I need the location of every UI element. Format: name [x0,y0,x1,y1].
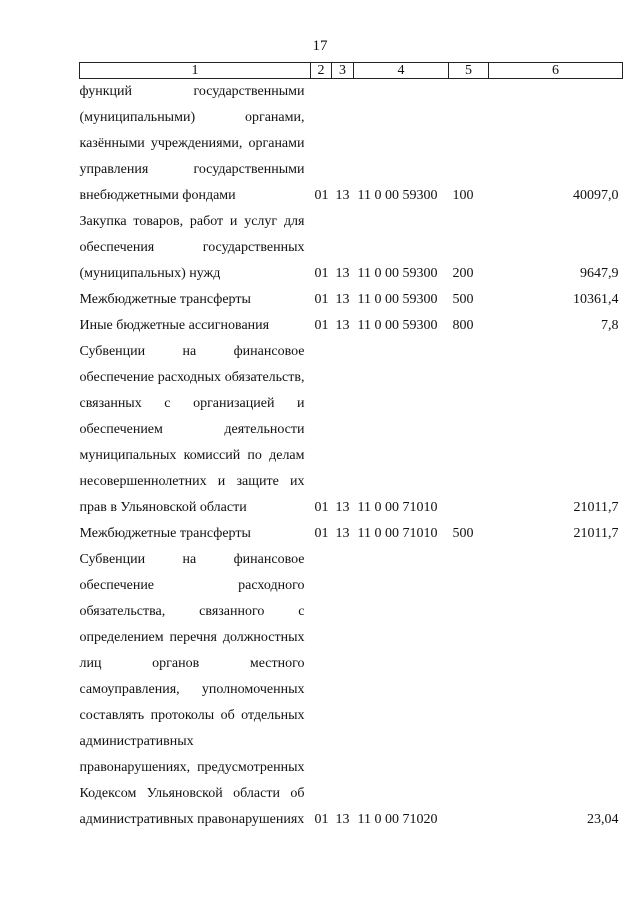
row-section: 01 [314,500,329,515]
row-subsection: 13 [335,266,350,281]
row-expense-type: 200 [452,266,474,281]
row-amount: 10361,4 [573,292,619,307]
table-row [80,339,623,521]
row-name: функций государственными (муниципальными) органами, казёнными учреждениями, органами управления государственными внебюджетными фондами [79,84,305,203]
row-name: Межбюджетные трансферты [79,292,251,307]
column-header: 4 [354,63,449,79]
row-name: Субвенции на финансовое обеспечение расходного обязательства, связанного с определением перечня должностных лиц органов местного самоуправления, уполномоченных составлять протоколы об отдельных административных правонарушениях, предусмотренных Кодексом Ульяновской области об административных правонарушениях [79,552,305,827]
row-amount: 9647,9 [580,266,619,281]
row-target-code: 11 0 00 71020 [357,812,438,827]
row-section: 01 [314,292,329,307]
page-number: 17 [312,38,328,54]
column-header: 6 [489,63,623,79]
row-target-code: 11 0 00 71010 [357,500,438,515]
row-section: 01 [314,526,329,541]
row-expense-type: 500 [452,292,474,307]
row-expense-type: 500 [452,526,474,541]
row-section: 01 [314,188,329,203]
row-expense-type: 100 [452,188,474,203]
row-subsection: 13 [335,812,350,827]
column-header: 2 [311,63,332,79]
budget-table [79,62,623,833]
table-header-row [80,63,623,79]
row-amount: 21011,7 [573,500,619,515]
column-header: 5 [449,63,489,79]
row-subsection: 13 [335,526,350,541]
column-header: 3 [332,63,354,79]
table-row [80,209,623,287]
table-row [80,521,623,547]
row-amount: 21011,7 [573,526,619,541]
row-subsection: 13 [335,188,350,203]
row-section: 01 [314,266,329,281]
row-name: Межбюджетные трансферты [79,526,251,541]
row-subsection: 13 [335,292,350,307]
row-expense-type [449,547,489,833]
row-target-code: 11 0 00 59300 [357,188,438,203]
table-row [80,547,623,833]
row-subsection: 13 [335,318,350,333]
table-row [80,313,623,339]
table-row [80,79,623,210]
row-expense-type: 800 [452,318,474,333]
row-name: Закупка товаров, работ и услуг для обеспечения государственных (муниципальных) нужд [79,214,305,281]
row-subsection: 13 [335,500,350,515]
row-amount: 23,04 [587,812,619,827]
row-section: 01 [314,812,329,827]
row-amount: 7,8 [601,318,619,333]
row-name: Субвенции на финансовое обеспечение расходных обязательств, связанных с организацией и обеспечением деятельности муниципальных комиссий по делам несовершеннолетних и защите их прав в Ульяновской области [79,344,305,515]
row-target-code: 11 0 00 59300 [357,292,438,307]
row-name: Иные бюджетные ассигнования [79,318,270,333]
table-row [80,287,623,313]
row-target-code: 11 0 00 71010 [357,526,438,541]
column-header: 1 [80,63,311,79]
row-amount: 40097,0 [573,188,619,203]
row-target-code: 11 0 00 59300 [357,318,438,333]
row-section: 01 [314,318,329,333]
row-target-code: 11 0 00 59300 [357,266,438,281]
row-expense-type [449,339,489,521]
